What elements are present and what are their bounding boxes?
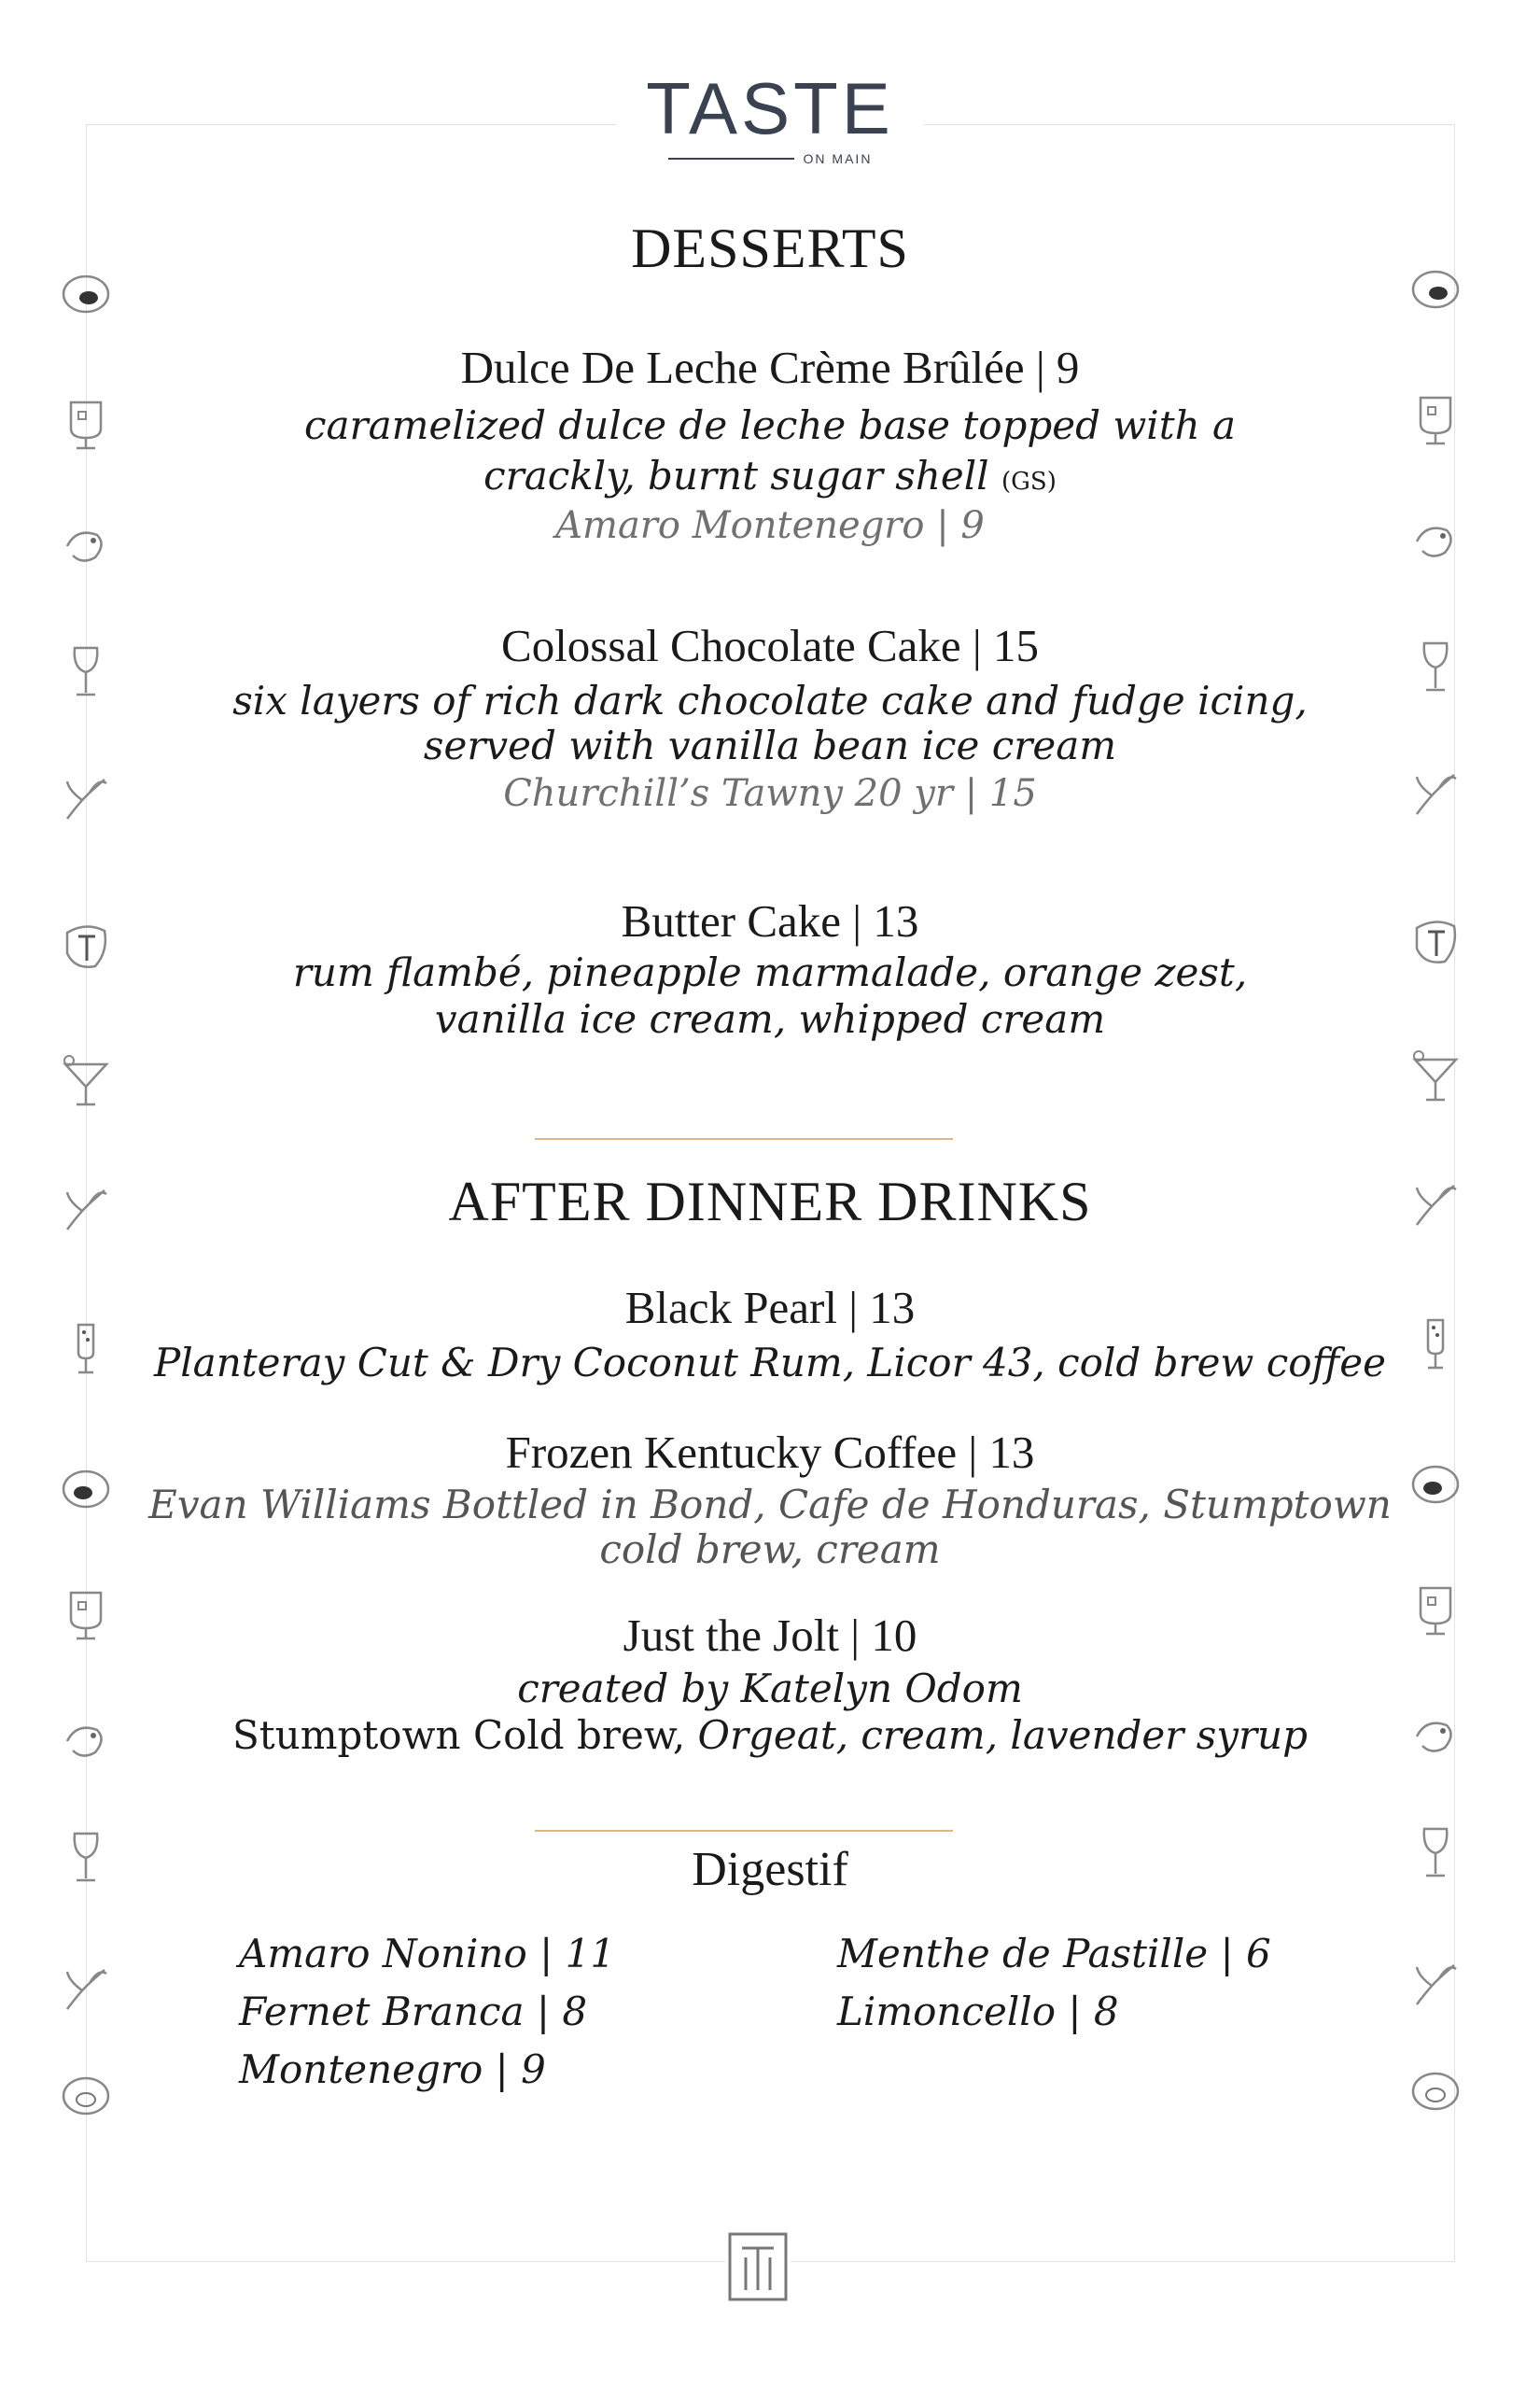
cocktail-glass-icon	[58, 1587, 114, 1643]
logo-wordmark: TASTE	[646, 67, 894, 149]
oyster-icon	[1407, 261, 1463, 317]
shrimp-icon	[1407, 513, 1463, 569]
dessert-pairing: Amaro Montenegro | 9	[555, 504, 985, 547]
dessert-title: Butter Cake | 13	[621, 895, 919, 947]
oyster-icon	[1407, 1456, 1463, 1512]
drinks-heading: AFTER DINNER DRINKS	[448, 1171, 1092, 1232]
desserts-heading: DESSERTS	[631, 218, 909, 279]
digestif-item: Limoncello | 8	[837, 1989, 1119, 2034]
dessert-description: six layers of rich dark chocolate cake and fudge icing,	[232, 678, 1308, 724]
lobster-icon	[1407, 1176, 1463, 1232]
gluten-sensitive-tag: (GS)	[1001, 468, 1057, 496]
shrimp-icon	[58, 518, 114, 574]
cocktail-glass-icon	[1407, 392, 1463, 448]
drink-title: Black Pearl | 13	[624, 1282, 916, 1333]
dessert-title: Colossal Chocolate Cake | 15	[501, 620, 1039, 671]
wine-glass-icon	[58, 1830, 114, 1886]
martini-icon	[1407, 1048, 1463, 1104]
digestif-list-right	[837, 1925, 1271, 2041]
shrimp-icon	[58, 1713, 114, 1769]
monogram-icon	[725, 2229, 791, 2304]
wine-glass-icon	[1407, 1825, 1463, 1881]
oyster-icon	[58, 2068, 114, 2124]
drink-title: Frozen Kentucky Coffee | 13	[505, 1427, 1035, 1478]
drink-description: Stumptown Cold brew, Orgeat, cream, lavender syrup	[232, 1712, 1308, 1758]
digestif-item: Menthe de Pastille | 6	[837, 1931, 1271, 1976]
wine-glass-icon	[58, 644, 114, 700]
lobster-icon	[1407, 766, 1463, 822]
dessert-title: Dulce De Leche Crème Brûlée | 9	[460, 342, 1080, 393]
cocktail-glass-icon	[1407, 1582, 1463, 1638]
drink-description: Planteray Cut & Dry Coconut Rum, Licor 43, cold brew coffee	[153, 1340, 1387, 1385]
drink-description: created by Katelyn Odom	[517, 1666, 1023, 1711]
section-divider	[535, 1830, 953, 1832]
dessert-description: served with vanilla bean ice cream	[423, 723, 1117, 768]
champagne-flute-icon	[1407, 1316, 1463, 1372]
dessert-description: crackly, burnt sugar shell (GS)	[483, 453, 1057, 499]
digestif-item: Fernet Branca | 8	[239, 1989, 588, 2034]
dessert-description: caramelized dulce de leche base topped with a	[303, 402, 1237, 448]
digestif-list-left	[239, 1925, 615, 2099]
digestif-item: Amaro Nonino | 11	[239, 1931, 616, 1976]
restaurant-logo	[616, 65, 924, 196]
lobster-icon	[1407, 1956, 1463, 2012]
lobster-icon	[58, 1181, 114, 1237]
oyster-icon	[58, 266, 114, 322]
logo-subtitle: ON MAIN	[803, 151, 873, 166]
wine-glass-icon	[1407, 640, 1463, 696]
steak-icon	[58, 920, 114, 976]
cocktail-glass-icon	[58, 397, 114, 453]
drink-description: Evan Williams Bottled in Bond, Cafe de Honduras, Stumptown	[148, 1482, 1392, 1527]
digestif-item: Montenegro | 9	[239, 2046, 546, 2092]
dessert-description: vanilla ice cream, whipped cream	[434, 996, 1106, 1042]
oyster-icon	[1407, 2063, 1463, 2119]
section-divider	[535, 1138, 953, 1140]
digestif-heading: Digestif	[692, 1843, 848, 1896]
lobster-icon	[58, 770, 114, 826]
shrimp-icon	[1407, 1708, 1463, 1764]
martini-icon	[58, 1053, 114, 1109]
lobster-icon	[58, 1961, 114, 2017]
steak-icon	[1407, 915, 1463, 971]
oyster-icon	[58, 1461, 114, 1517]
dessert-pairing: Churchill’s Tawny 20 yr | 15	[503, 772, 1037, 815]
drink-description: cold brew, cream	[599, 1526, 941, 1572]
dessert-description: rum flambé, pineapple marmalade, orange zest,	[292, 949, 1248, 995]
drink-title: Just the Jolt | 10	[623, 1610, 917, 1661]
champagne-flute-icon	[58, 1321, 114, 1377]
